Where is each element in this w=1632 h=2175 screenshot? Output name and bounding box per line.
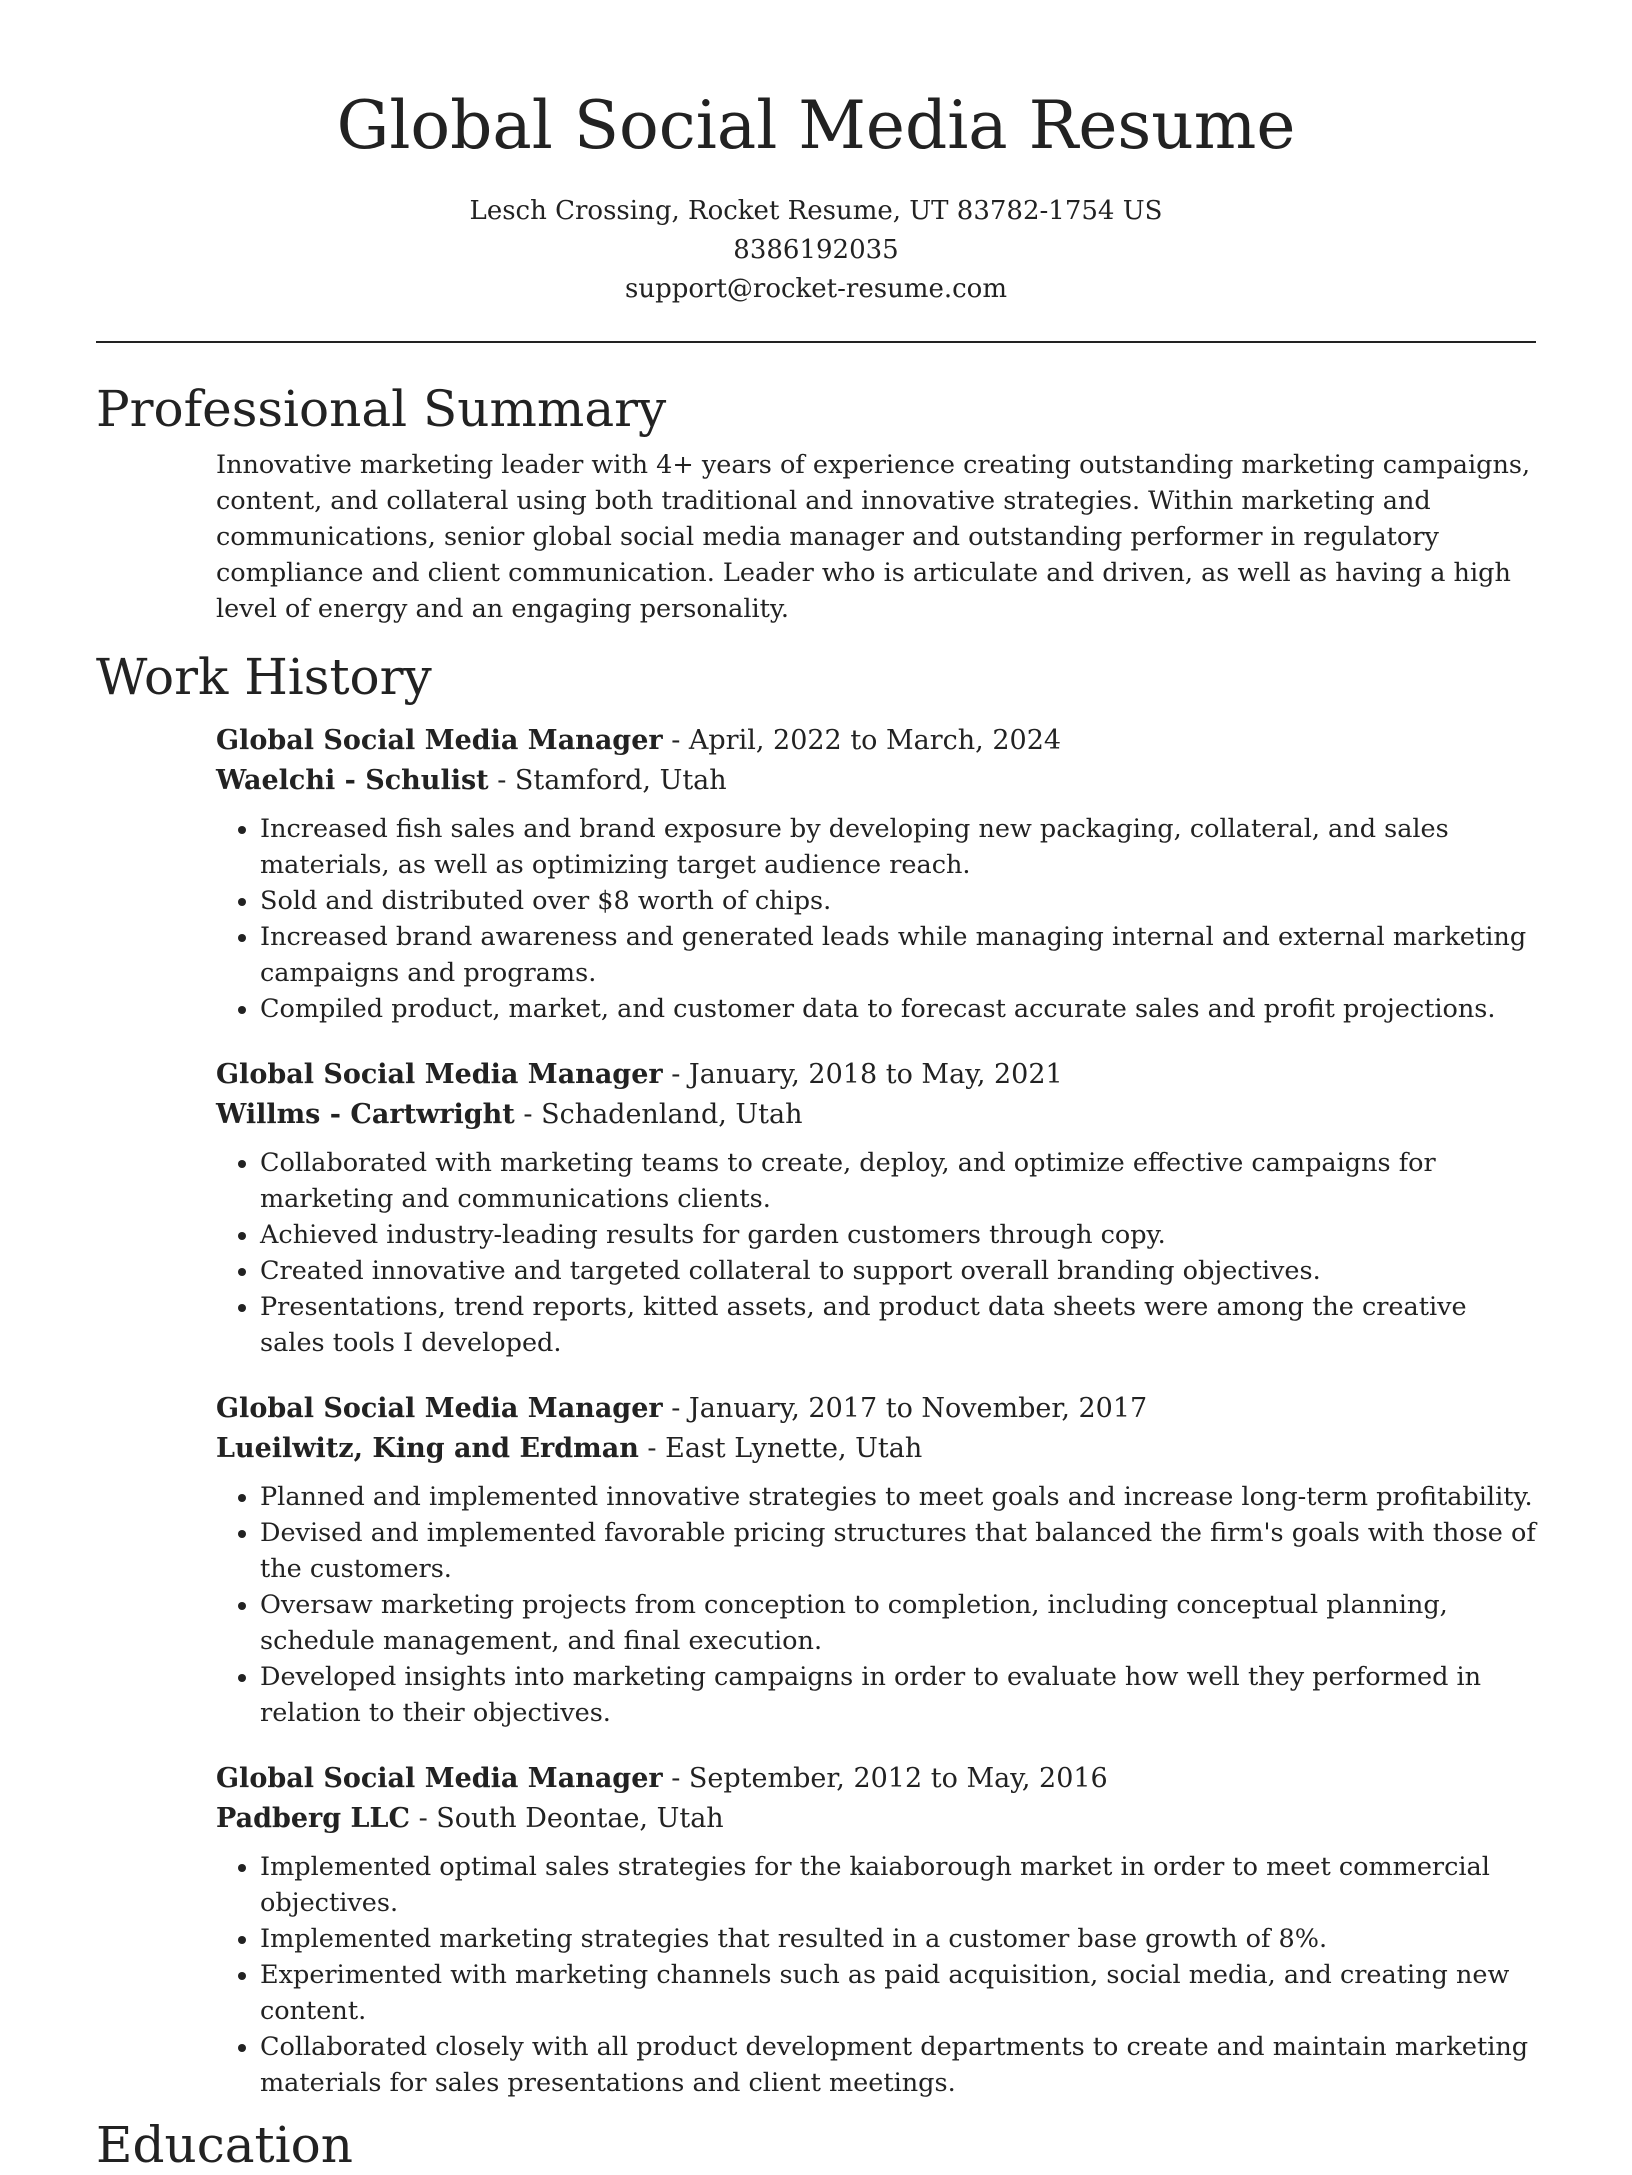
job-bullet: • Increased brand awareness and generated leads while managing internal and external marketing campaigns and programs. [260, 919, 1536, 991]
job-dates: - January, 2017 to November, 2017 [662, 1393, 1148, 1424]
job-company-line [216, 1429, 1536, 1469]
job-title-line [216, 1759, 1536, 1799]
job-bullets [216, 1849, 1536, 2101]
job-bullet: • Increased fish sales and brand exposure by developing new packaging, collateral, and sales materials, as well as optimizing target audience reach. [260, 811, 1536, 883]
job-title-line [216, 1389, 1536, 1429]
job-title: Global Social Media Manager [216, 1393, 663, 1424]
job-bullet: • Implemented optimal sales strategies for the kaiaborough market in order to meet commercial objectives. [260, 1849, 1536, 1921]
document-title: Global Social Media Resume [336, 87, 1296, 164]
education-heading: Education [96, 2116, 353, 2174]
job-company: Willms - Cartwright [216, 1099, 515, 1130]
job-bullet: • Sold and distributed over $8 worth of chips. [260, 883, 1536, 919]
job-company-line [216, 1095, 1536, 1135]
job-entry [216, 1389, 1536, 1731]
work-history-heading: Work History [96, 648, 432, 706]
job-bullet: • Collaborated with marketing teams to create, deploy, and optimize effective campaigns for marketing and communications clients. [260, 1145, 1536, 1217]
header-divider [96, 341, 1536, 343]
job-title: Global Social Media Manager [216, 725, 663, 756]
resume-page [96, 0, 1536, 2175]
job-location: - Stamford, Utah [488, 765, 727, 796]
job-dates: - January, 2018 to May, 2021 [662, 1059, 1063, 1090]
contact-block [96, 192, 1536, 309]
job-bullet: • Achieved industry-leading results for garden customers through copy. [260, 1217, 1536, 1253]
job-entry [216, 721, 1536, 1027]
job-entry [216, 1759, 1536, 2101]
job-bullet: • Compiled product, market, and customer data to forecast accurate sales and profit projections. [260, 991, 1536, 1027]
job-entry [216, 1055, 1536, 1361]
education-section [96, 2115, 1536, 2175]
summary-text: Innovative marketing leader with 4+ years of experience creating outstanding marketing campaigns, content, and collateral using both traditional and innovative strategies. Within marketing and communications, senior global social media manager and outstanding performer in regulatory compliance and client communication. Leader who is articulate and driven, as well as having a high level of energy and an engaging personality. [216, 450, 1531, 624]
job-title: Global Social Media Manager [216, 1059, 663, 1090]
job-location: - East Lynette, Utah [638, 1433, 923, 1464]
job-bullet: • Oversaw marketing projects from conception to completion, including conceptual planning, schedule management, and final execution. [260, 1587, 1536, 1659]
summary-heading: Professional Summary [96, 380, 667, 438]
job-bullet: • Created innovative and targeted collateral to support overall branding objectives. [260, 1253, 1536, 1289]
job-bullets [216, 1145, 1536, 1361]
job-company-line [216, 1799, 1536, 1839]
job-company: Waelchi - Schulist [216, 765, 489, 796]
job-location: - South Deontae, Utah [409, 1803, 724, 1834]
job-company-line [216, 761, 1536, 801]
resume-header [96, 0, 1536, 309]
work-history-section [96, 647, 1536, 2101]
job-title: Global Social Media Manager [216, 1763, 663, 1794]
job-dates: - April, 2022 to March, 2024 [662, 725, 1062, 756]
address-text: Lesch Crossing, Rocket Resume, UT 83782-1754 US [469, 196, 1163, 226]
job-bullet: • Developed insights into marketing campaigns in order to evaluate how well they performed in relation to their objectives. [260, 1659, 1536, 1731]
job-title-line [216, 721, 1536, 761]
job-bullets [216, 1479, 1536, 1731]
job-bullet: • Planned and implemented innovative strategies to meet goals and increase long-term profitability. [260, 1479, 1536, 1515]
job-bullets [216, 811, 1536, 1027]
email-text: support@rocket-resume.com [624, 274, 1007, 304]
job-dates: - September, 2012 to May, 2016 [662, 1763, 1108, 1794]
job-bullet: • Presentations, trend reports, kitted assets, and product data sheets were among the creative sales tools I developed. [260, 1289, 1536, 1361]
job-location: - Schadenland, Utah [514, 1099, 803, 1130]
job-company: Padberg LLC [216, 1803, 410, 1834]
job-company: Lueilwitz, King and Erdman [216, 1433, 639, 1464]
summary-section [96, 379, 1536, 627]
phone-text: 8386192035 [733, 235, 899, 265]
job-bullet: • Devised and implemented favorable pricing structures that balanced the firm's goals with those of the customers. [260, 1515, 1536, 1587]
job-bullet: • Collaborated closely with all product development departments to create and maintain marketing materials for sales presentations and client meetings. [260, 2029, 1536, 2101]
job-title-line [216, 1055, 1536, 1095]
job-bullet: • Experimented with marketing channels such as paid acquisition, social media, and creating new content. [260, 1957, 1536, 2029]
job-bullet: • Implemented marketing strategies that resulted in a customer base growth of 8%. [260, 1921, 1536, 1957]
